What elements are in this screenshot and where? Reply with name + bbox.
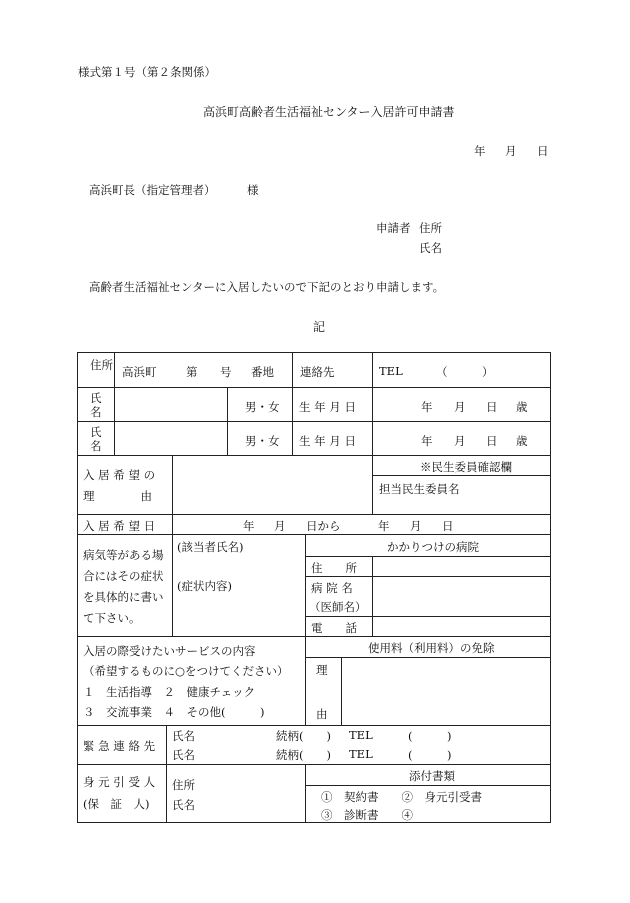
dob-year-2: 年	[421, 434, 433, 448]
dob-month-2: 月	[454, 434, 466, 448]
dob-label-2: 生 年 月 日	[299, 434, 356, 448]
guarantor-name-label: 氏名	[172, 798, 195, 812]
date-year: 年	[474, 144, 486, 158]
patient-name-label: (該当者氏名)	[177, 540, 244, 554]
emergency-name-2: 氏名	[172, 748, 195, 762]
emergency-name-1: 氏名	[172, 729, 195, 743]
illness-label-4: て下さい。	[83, 611, 141, 625]
fee-exemption-header: 使用料（利用料）の免除	[368, 641, 495, 655]
desired-month-from: 月	[274, 519, 286, 533]
applicant-address-label: 住所	[419, 221, 442, 235]
name-label-1: 氏名	[90, 391, 102, 419]
addressee: 高浜町長（指定管理者）	[89, 183, 216, 197]
banchi-label: 番地	[251, 365, 274, 379]
name-label-2: 氏名	[90, 425, 102, 453]
date-day: 日	[537, 144, 549, 158]
contact-tel-paren: （ ）	[436, 365, 494, 379]
age-label-2: 歳	[516, 434, 528, 448]
desired-month-to: 月	[410, 519, 422, 533]
emergency-relation-2: 続柄( )	[276, 748, 331, 762]
services-instruction: （希望するものに○をつけてください）	[83, 664, 289, 678]
emergency-label: 緊 急 連 絡 先	[83, 739, 156, 753]
contact-label: 連絡先	[300, 365, 335, 379]
addressee-honorific: 様	[247, 183, 259, 197]
fee-reason-bottom: 由	[316, 707, 328, 721]
dob-label-1: 生 年 月 日	[299, 400, 356, 414]
emergency-paren-2: ( )	[408, 748, 452, 762]
ki-heading: 記	[313, 320, 326, 334]
page-title: 高浜町高齢者生活福祉センター入居許可申請書	[203, 105, 455, 119]
date-month: 月	[505, 144, 517, 158]
go-label: 号	[220, 365, 232, 379]
dob-day-2: 日	[486, 434, 498, 448]
desired-day-from: 日から	[306, 519, 341, 533]
sex-choice-1: 男・女	[245, 400, 280, 414]
town-name: 高浜町	[122, 365, 157, 379]
illness-label-1: 病気等がある場	[83, 548, 164, 562]
hospital-phone-label: 電 話	[311, 621, 357, 635]
guarantor-label-2: (保 証 人)	[83, 797, 150, 811]
address-label-1: 住所	[90, 358, 113, 372]
doctor-name-label: （医師名）	[309, 600, 367, 614]
illness-label-3: を具体的に書い	[83, 590, 164, 604]
sex-choice-2: 男・女	[245, 434, 280, 448]
hospital-header: かかりつけの病院	[387, 540, 479, 554]
hospital-address-label: 住 所	[311, 561, 357, 575]
attachments-header: 添付書類	[409, 769, 455, 783]
emergency-relation-1: 続柄( )	[276, 729, 331, 743]
dob-month-1: 月	[454, 400, 466, 414]
dob-year-1: 年	[421, 400, 433, 414]
emergency-tel-2: TEL	[349, 747, 373, 761]
applicant-label: 申請者	[376, 221, 411, 235]
form-number: 様式第１号（第２条関係）	[78, 65, 216, 79]
services-title: 入居の際受けたいサービスの内容	[83, 644, 256, 658]
attachments-line-1: ① 契約書 ② 身元引受書	[321, 790, 482, 804]
reason-label-line2: 理 由	[83, 489, 152, 503]
emergency-paren-1: ( )	[408, 729, 452, 743]
services-options-1: １ 生活指導 ２ 健康チェック	[83, 685, 256, 699]
guarantor-address-label: 住所	[172, 778, 195, 792]
minsei-name-label: 担当民生委員名	[379, 482, 460, 496]
applicant-name-label: 氏名	[419, 241, 442, 255]
desired-day-to: 日	[442, 519, 454, 533]
reason-label-line1: 入 居 希 望 の	[83, 468, 156, 482]
services-options-2: ３ 交流事業 ４ その他( )	[83, 705, 265, 719]
age-label-1: 歳	[516, 400, 528, 414]
desired-year-from: 年	[243, 519, 255, 533]
hospital-name-label: 病 院 名	[311, 581, 353, 595]
guarantor-label-1: 身 元 引 受 人	[83, 775, 156, 789]
fee-reason-top: 理	[316, 663, 328, 677]
desired-date-label: 入 居 希 望 日	[83, 519, 156, 533]
emergency-tel-1: TEL	[349, 728, 373, 742]
illness-label-2: 合にはその症状	[83, 569, 164, 583]
contact-tel-label: TEL	[379, 364, 403, 378]
dob-day-1: 日	[486, 400, 498, 414]
minsei-check-header: ※民生委員確認欄	[420, 460, 512, 474]
desired-year-to: 年	[378, 519, 390, 533]
application-statement: 高齢者生活福祉センターに入居したいので下記のとおり申請します。	[89, 280, 445, 294]
dai-label: 第	[186, 365, 198, 379]
attachments-line-2: ③ 診断書 ④	[321, 808, 413, 822]
symptoms-label: (症状内容)	[177, 579, 232, 593]
